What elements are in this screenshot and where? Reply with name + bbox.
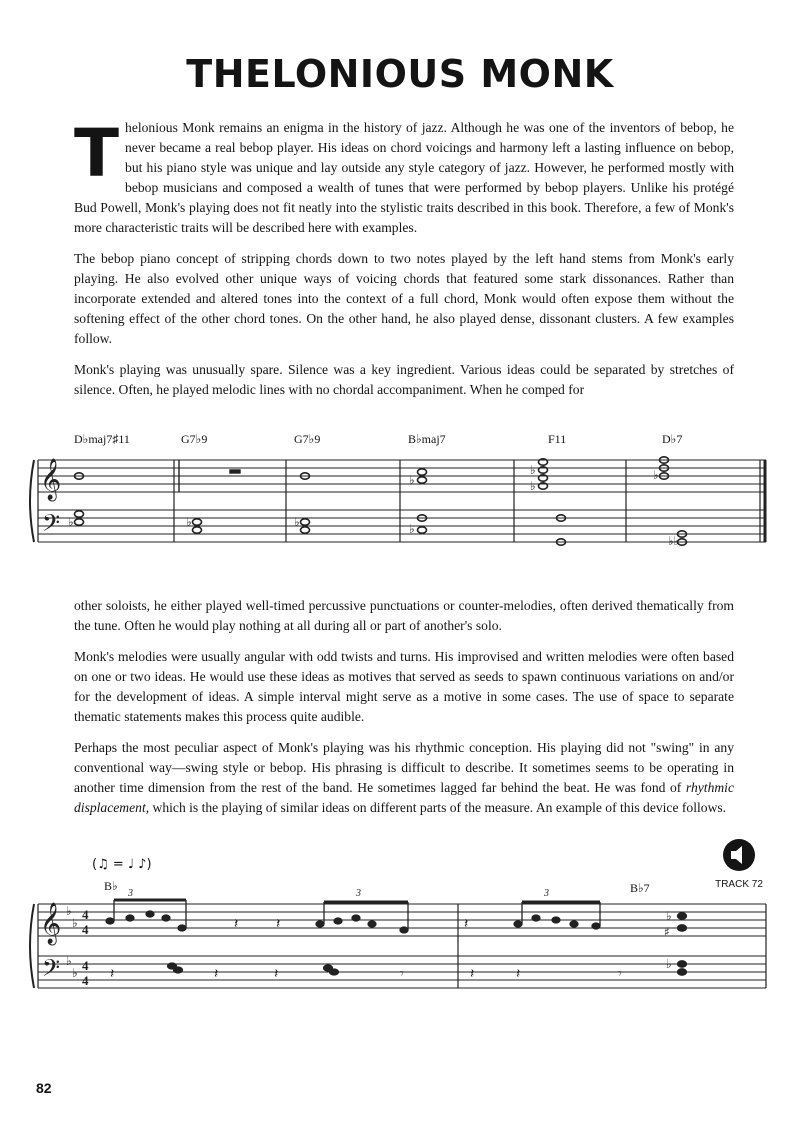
- svg-text:♯: ♯: [664, 925, 670, 939]
- svg-text:♭: ♭: [666, 909, 672, 923]
- paragraph-voicings: The bebop piano concept of stripping chords down to two notes played by the left hand stems from Monk's early playing. He also evolved other unique ways of voicing chords that featured some stark dissonances. Rather than incorporate extended and altered tones into the context of a full chord, Monk would often expose them without the softening effect of the other chord tones. On the other hand, he also played dense, dissonant clusters. A few examples follow.: [74, 251, 734, 346]
- svg-text:♭: ♭: [294, 515, 300, 529]
- rhythm-text-block: [74, 596, 734, 829]
- paragraph-melodies: Monk's melodies were usually angular with odd twists and turns. His improvised and written melodies were often based on one or two ideas. He would use these ideas as motives that served as seeds to spawn continuous variations on and/or for the development of ideas. A simple interval might serve as a motive in some cases. The use of space to separate thematic statements makes this process quite audible.: [74, 649, 734, 724]
- svg-text:𝄽: 𝄽: [214, 966, 219, 982]
- svg-text:♭: ♭: [72, 916, 78, 930]
- emphasis-term: rhythmic displacement,: [74, 780, 734, 815]
- key-signature: [66, 904, 78, 980]
- page-title: THELONIOUS MONK: [186, 52, 614, 96]
- swing-marking: (♫ = ♩ ♪): [92, 857, 152, 872]
- svg-text:♭: ♭: [68, 515, 74, 529]
- chord-symbol: D♭7: [662, 432, 683, 446]
- bass-notes: [168, 961, 687, 975]
- chord-symbol: B♭7: [630, 881, 650, 895]
- paragraph-intro-text: helonious Monk remains an enigma in the history of jazz. Although he was one of the inventors of bebop, he never became a real bebop player. His ideas on chord voicings and harmony left a lasting influence on bebop, but his piano style was unique and lay outside any style category of jazz. However, he performed mostly with bebop musicians and composed a wealth of tunes that were performed by bebop players. Unlike his protégé Bud Powell, Monk's playing does not fit neatly into the stylistic traits described in this book. Therefore, a few of Monk's more characteristic traits will be described here with examples.: [74, 120, 734, 235]
- accidentals: [664, 909, 672, 971]
- chord-symbol: B♭maj7: [408, 432, 446, 446]
- page-number: 82: [36, 1080, 52, 1096]
- bass-staff: [38, 510, 766, 542]
- bass-clef-icon: 𝄢: [42, 954, 61, 987]
- svg-text:♭: ♭: [530, 463, 536, 477]
- voicings-example-score: [0, 425, 800, 575]
- paragraph-silence: Monk's playing was unusually spare. Silence was a key ingredient. Various ideas could be separated by stretches of silence. Often, he played melodic lines with no chordal accompaniment. When he comped for: [74, 362, 734, 397]
- svg-text:♭: ♭: [530, 479, 536, 493]
- svg-text:♭: ♭: [666, 957, 672, 971]
- drop-cap: T: [74, 115, 120, 192]
- track-label: TRACK 72: [715, 879, 763, 890]
- paragraph-rhythm: [74, 738, 734, 818]
- svg-text:𝄽: 𝄽: [470, 966, 475, 982]
- chord-symbol: F11: [548, 432, 567, 446]
- svg-text:♭: ♭: [409, 473, 415, 487]
- system-brace: [30, 460, 34, 542]
- rhythm-example-score: [0, 852, 800, 1012]
- treble-clef-icon: 𝄞: [40, 903, 62, 944]
- svg-text:𝄽: 𝄽: [276, 916, 281, 932]
- svg-text:♭: ♭: [72, 966, 78, 980]
- chord-symbol: G7♭9: [181, 432, 208, 446]
- svg-text:♭♭: ♭♭: [668, 534, 680, 548]
- paragraph-intro: [74, 115, 734, 238]
- intro-text-block: [74, 115, 734, 411]
- svg-text:♭: ♭: [66, 904, 72, 918]
- treble-clef-icon: 𝄞: [40, 459, 62, 500]
- system-brace: [30, 904, 34, 988]
- time-signature-bottom: 4: [82, 922, 89, 937]
- svg-text:♭: ♭: [186, 515, 192, 529]
- bass-clef-icon: 𝄢: [42, 509, 61, 542]
- svg-text:𝄽: 𝄽: [110, 966, 115, 982]
- svg-text:𝄽: 𝄽: [234, 916, 239, 932]
- time-signature-top: 4: [82, 907, 89, 922]
- triplet-mark: 3: [544, 888, 549, 899]
- time-signature-top: 4: [82, 958, 89, 973]
- svg-text:𝄽: 𝄽: [516, 966, 521, 982]
- svg-text:𝄾: 𝄾: [618, 966, 622, 982]
- triplet-mark: 3: [128, 888, 133, 899]
- time-signature-bottom: 4: [82, 973, 89, 988]
- svg-text:𝄽: 𝄽: [274, 966, 279, 982]
- chord-symbol: B♭: [104, 879, 118, 893]
- svg-text:♭: ♭: [653, 468, 659, 482]
- svg-text:𝄾: 𝄾: [400, 966, 404, 982]
- triplet-mark: 3: [356, 888, 361, 899]
- svg-text:♭: ♭: [409, 522, 415, 536]
- svg-text:𝄽: 𝄽: [464, 916, 469, 932]
- paragraph-rhythm-start: Perhaps the most peculiar aspect of Monk's playing was his rhythmic conception. His playing did not "swing" in any conventional way—swing style or bebop. His phrasing is difficult to describe. It sometimes seems to be operating in another time dimension from the rest of the band. He sometimes lagged far behind the beat. He was fond of: [74, 740, 734, 795]
- half-rest-icon: [230, 470, 240, 473]
- voicing-notes: [75, 457, 687, 545]
- chord-symbol: G7♭9: [294, 432, 321, 446]
- chord-symbol: D♭maj7♯11: [74, 432, 130, 446]
- paragraph-comping: other soloists, he either played well-timed percussive punctuations or counter-melodies, often derived thematically from the tune. Often he would play nothing at all during all or part of another's solo.: [74, 598, 734, 633]
- paragraph-rhythm-end: which is the playing of similar ideas on different parts of the measure. An example of this device follows.: [149, 800, 727, 815]
- svg-text:♭: ♭: [66, 954, 72, 968]
